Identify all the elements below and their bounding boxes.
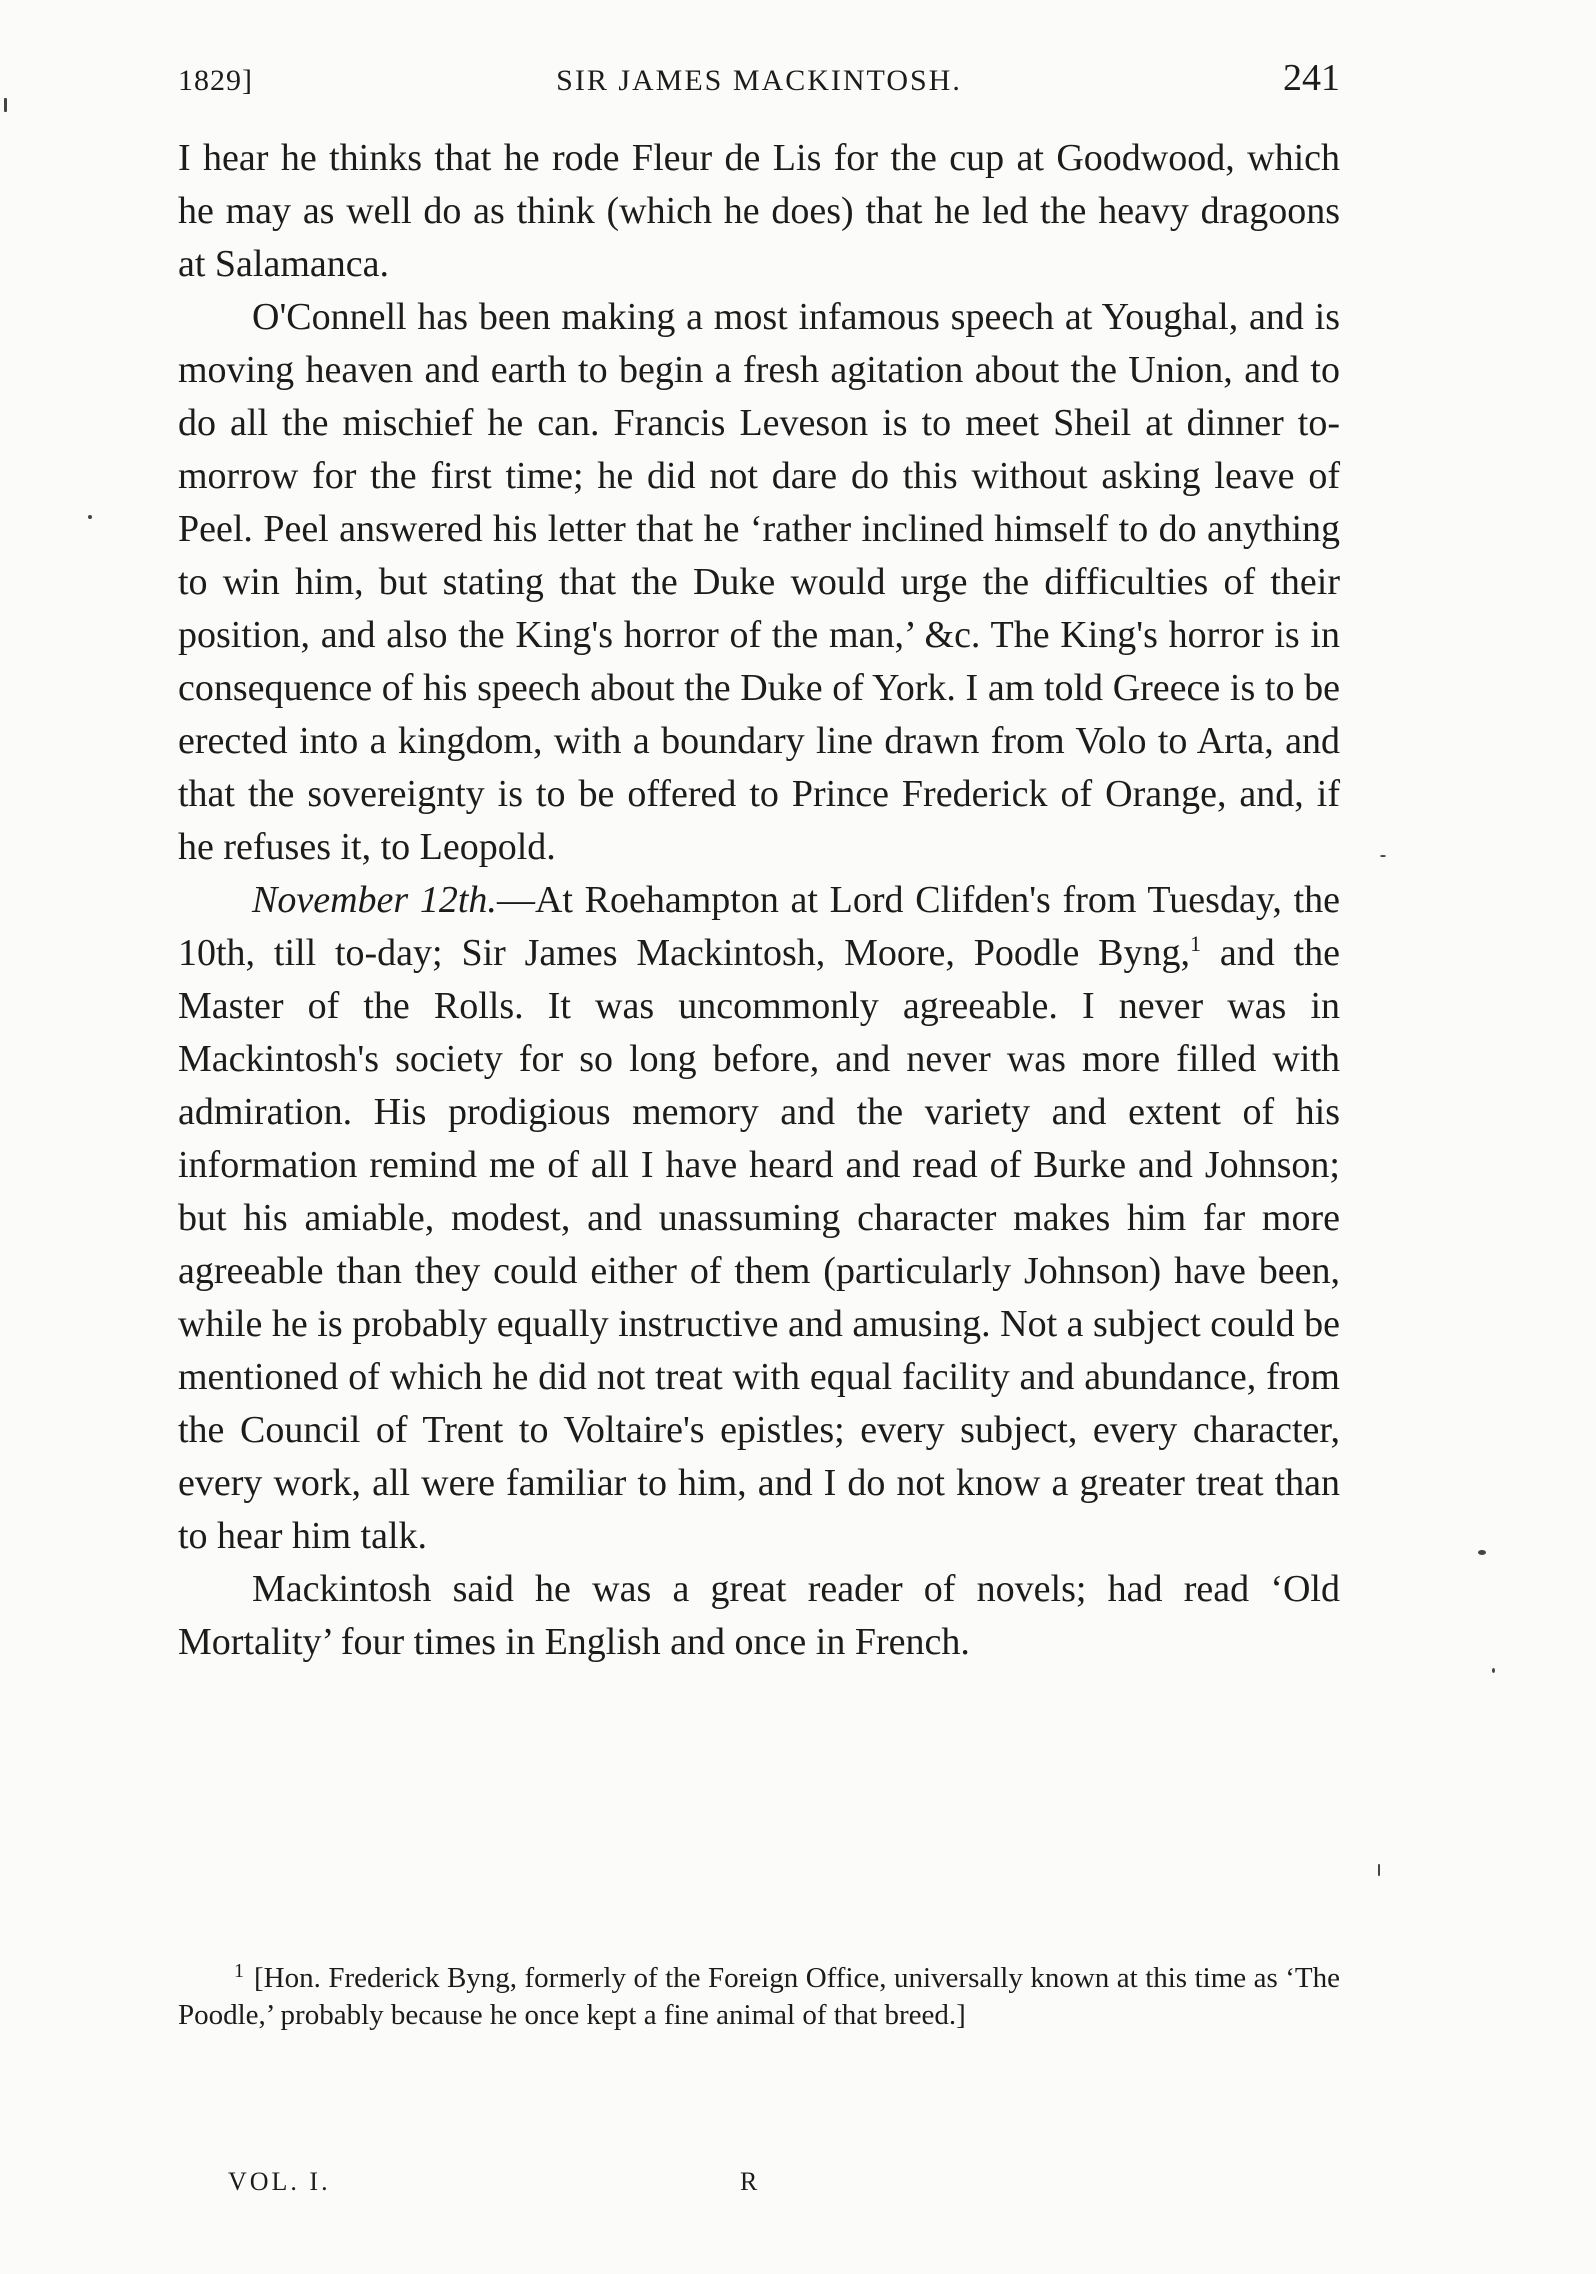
footnote-number: 1 bbox=[234, 1960, 244, 1982]
footnote-reference[interactable]: 1 bbox=[1190, 931, 1202, 956]
footnote bbox=[178, 1960, 1340, 2034]
header-year: 1829] bbox=[178, 64, 253, 97]
paragraph-3-text-b: and the Master of the Rolls. It was uncommonly agreeable. I never was in Mackintosh's society for so long before, and never was more filled with admiration. His prodigious memory and the variety and extent of his information remind me of all I have heard and read of Burke and Johnson; but his amiable, modest, and unassuming character makes him far more agreeable than they could either of them (particularly Johnson) have been, while he is probably equally instructive and amusing. Not a subject could be mentioned of which he did not treat with equal facility and abundance, from the Council of Trent to Voltaire's epistles; every subject, every character, every work, all were familiar to him, and I do not know a greater treat than to hear him talk. bbox=[178, 932, 1340, 1557]
scan-speck bbox=[1378, 1864, 1380, 1876]
scan-speck bbox=[1478, 1550, 1486, 1555]
scan-speck bbox=[4, 98, 7, 112]
running-header bbox=[178, 56, 1340, 116]
scan-speck bbox=[88, 515, 92, 519]
paragraph-4: Mackintosh said he was a great reader of novels; had read ‘Old Mortality’ four times in English and once in French. bbox=[178, 1568, 1340, 1663]
paragraph-2: O'Connell has been making a most infamous speech at Youghal, and is moving heaven and earth to begin a fresh agitation about the Union, and to do all the mischief he can. Francis Leveson is to meet Sheil at dinner to-morrow for the first time; he did not dare do this without asking leave of Peel. Peel answered his letter that he ‘rather inclined himself to do anything to win him, but stating that the Duke would urge the difficulties of their position, and also the King's horror of the man,’ &c. The King's horror is in consequence of his speech about the Duke of York. I am told Greece is to be erected into a kingdom, with a boundary line drawn from Volo to Arta, and that the sovereignty is to be offered to Prince Frederick of Orange, and, if he refuses it, to Leopold. bbox=[178, 296, 1340, 868]
footnote-text: [Hon. Frederick Byng, formerly of the Foreign Office, universally known at this time as ‘The Poodle,’ probably because he once kept a fine animal of that breed.] bbox=[178, 1962, 1340, 2031]
paragraph-3-text-a: —At Roehampton at Lord Clifden's from Tuesday, the 10th, till to-day; Sir James Mackintosh, Moore, Poodle Byng, bbox=[178, 879, 1340, 974]
signature-letter: R bbox=[740, 2167, 758, 2196]
page-number: 241 bbox=[1283, 57, 1340, 99]
paragraph-3 bbox=[178, 874, 1340, 1563]
body-text bbox=[178, 132, 1340, 1669]
running-title: SIR JAMES MACKINTOSH. bbox=[556, 64, 962, 97]
entry-date: November 12th. bbox=[252, 879, 497, 921]
scan-speck bbox=[1492, 1668, 1495, 1673]
scan-speck bbox=[1380, 855, 1386, 857]
paragraph-1: I hear he thinks that he rode Fleur de Lis for the cup at Goodwood, which he may as well do as think (which he does) that he led the heavy dragoons at Salamanca. bbox=[178, 137, 1340, 285]
volume-marker: VOL. I. bbox=[228, 2167, 331, 2196]
signature-line bbox=[228, 2167, 1596, 2207]
